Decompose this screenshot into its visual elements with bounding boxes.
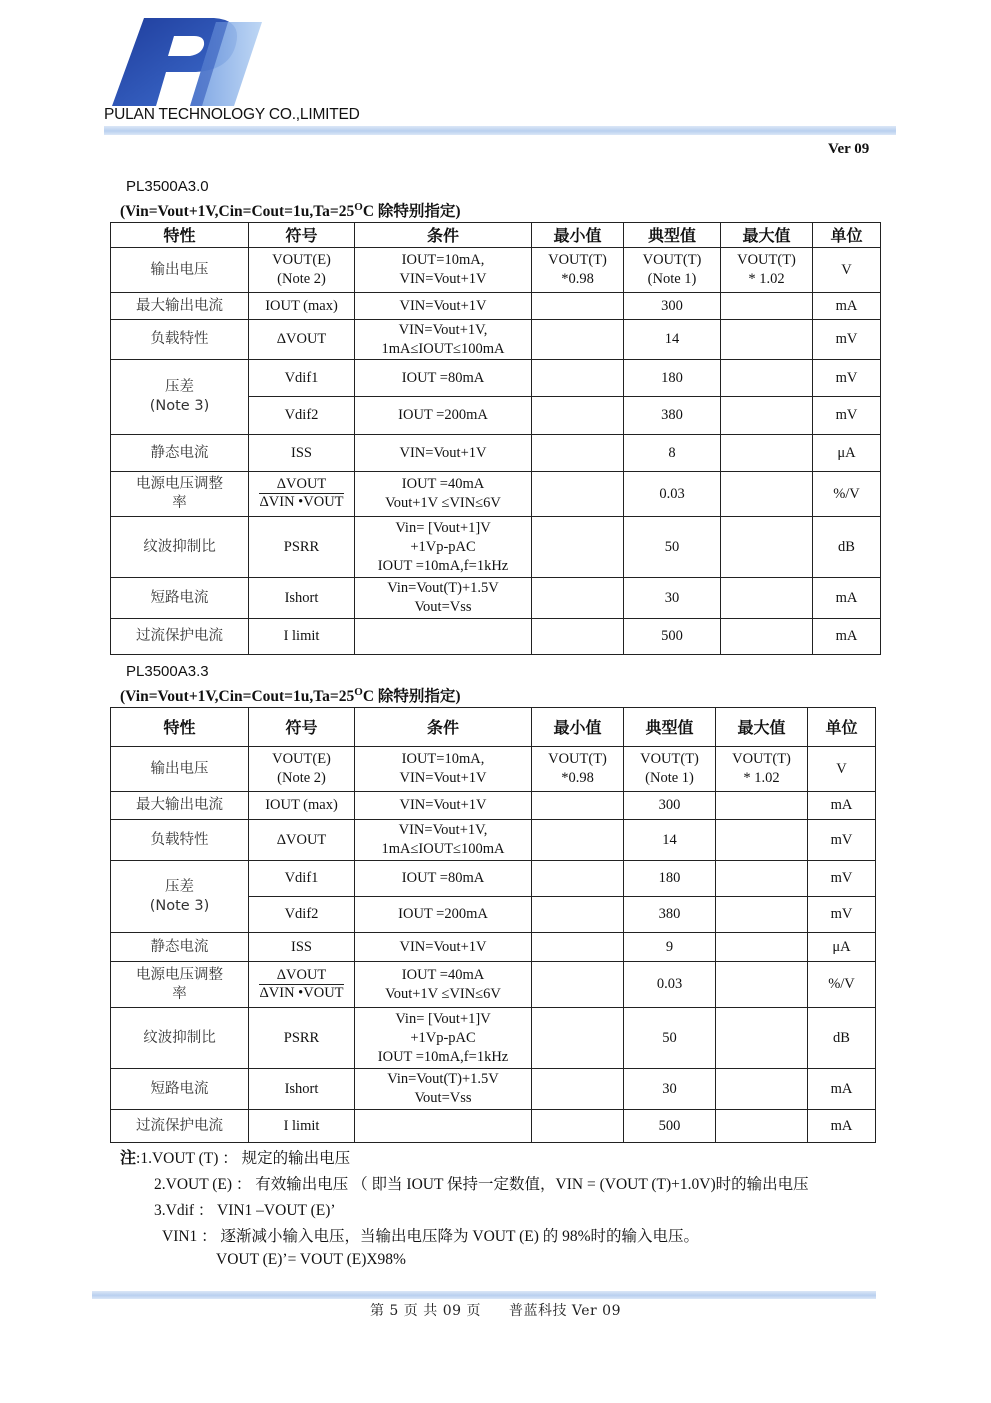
table-cell	[532, 747, 624, 792]
table-cell: 8	[624, 435, 721, 472]
text-line: *0.98	[561, 770, 594, 786]
table-cell	[355, 472, 532, 517]
table-cell	[716, 820, 808, 861]
table-cell: I limit	[249, 1110, 355, 1143]
table-cell: 输出电压	[111, 747, 249, 792]
version-label: Ver 09	[828, 141, 870, 157]
table-cell	[355, 517, 532, 578]
text-line: VOUT(T)	[642, 252, 702, 268]
table-cell: 符号	[249, 223, 355, 248]
table-cell: 纹波抑制比	[111, 1008, 249, 1069]
note-1: 注:1.VOUT (T) ： 规定的输出电压	[120, 1148, 351, 1167]
table-cell: IOUT =80mA	[355, 360, 532, 397]
page-number: 第 5 页 共 09 页	[369, 1303, 481, 1319]
table-cell: Ishort	[249, 578, 355, 619]
table-cell: ΔVOUT	[249, 320, 355, 360]
table-cell: 短路电流	[111, 1069, 249, 1110]
table-cell	[721, 435, 813, 472]
table-cell	[532, 360, 624, 397]
table-cell: 14	[624, 320, 721, 360]
table-cell: 负载特性	[111, 820, 249, 861]
table-cell: 静态电流	[111, 933, 249, 962]
table-row	[111, 820, 876, 861]
table-cell: 30	[624, 578, 721, 619]
table-cell	[721, 472, 813, 517]
table-cell: μA	[808, 933, 876, 962]
table-cell	[532, 933, 624, 962]
table-cell: I limit	[249, 619, 355, 655]
text-line: IOUT =10mA,f=1kHz	[377, 557, 509, 574]
table-cell: mA	[808, 1069, 876, 1110]
company-logo	[104, 14, 264, 110]
footer-divider	[92, 1291, 876, 1299]
table-cell: 最小值	[532, 708, 624, 747]
table-row	[111, 861, 876, 897]
text-line: 压差	[165, 878, 194, 895]
text-line: Vout=Vss	[414, 599, 472, 615]
table-cell	[355, 248, 532, 293]
table-cell: VIN=Vout+1V	[355, 293, 532, 320]
table-cell	[532, 792, 624, 820]
table-row	[111, 435, 881, 472]
table-cell	[716, 1069, 808, 1110]
table-cell: mA	[813, 578, 881, 619]
table-cell	[355, 962, 532, 1008]
table-cell	[111, 861, 249, 933]
note-5: VOUT (E)’= VOUT (E)X98%	[216, 1251, 406, 1268]
table-cell	[355, 1069, 532, 1110]
text-line: Vin=Vout(T)+1.5V	[387, 580, 499, 596]
spec-table	[110, 222, 881, 655]
table-cell	[716, 897, 808, 933]
table-cell: dB	[808, 1008, 876, 1069]
text-line: IOUT =40mA	[401, 476, 485, 492]
text-line: 1mA≤IOUT≤100mA	[381, 841, 505, 857]
table-cell: 最大输出电流	[111, 792, 249, 820]
section-conditions: ($Vin=Vout+1V,Cin=Cout=1u,Ta=25^OC$ 除特别指定)	[120, 685, 461, 705]
text-line: 率	[172, 985, 187, 1002]
table-cell: 过流保护电流	[111, 619, 249, 655]
table-cell: Vdif1	[249, 861, 355, 897]
table-cell	[721, 320, 813, 360]
table-cell: %/V	[813, 472, 881, 517]
table-cell: IOUT =200mA	[355, 897, 532, 933]
text-line: +1Vp-pAC	[410, 1029, 476, 1046]
table-cell: 180	[624, 360, 721, 397]
table-header-row	[111, 223, 881, 248]
text-line: (Note 2)	[277, 770, 326, 786]
table-cell: dB	[813, 517, 881, 578]
table-cell	[716, 861, 808, 897]
table-cell	[532, 820, 624, 861]
table-cell	[532, 293, 624, 320]
table-row	[111, 320, 881, 360]
table-cell: IOUT =200mA	[355, 397, 532, 435]
table-cell: mV	[813, 360, 881, 397]
table-cell	[721, 360, 813, 397]
table-cell: 符号	[249, 708, 355, 747]
footer-brand: 普蓝科技 Ver 09	[508, 1303, 621, 1319]
table-cell: mA	[808, 1110, 876, 1143]
table-cell	[532, 1008, 624, 1069]
table-cell: mV	[808, 820, 876, 861]
note-4: VIN1 ： 逐渐减小输入电压，当输出电压降为 VOUT (E) 的 98%时的输入电压。	[162, 1228, 700, 1245]
table-cell	[716, 1008, 808, 1069]
table-cell: 380	[624, 897, 716, 933]
table-cell: mA	[813, 293, 881, 320]
table-row	[111, 1110, 876, 1143]
table-cell	[532, 248, 624, 293]
text-line: VOUT(T)	[737, 252, 796, 268]
table-cell: PSRR	[249, 517, 355, 578]
text-line: ΔVIN •VOUT	[259, 984, 344, 1001]
table-cell: 过流保护电流	[111, 1110, 249, 1143]
table-row	[111, 517, 881, 578]
table-cell: IOUT (max)	[249, 792, 355, 820]
text-line	[259, 967, 343, 1002]
table-cell: 纹波抑制比	[111, 517, 249, 578]
table-cell: Vdif2	[249, 397, 355, 435]
table-cell: %/V	[808, 962, 876, 1008]
table-cell	[532, 619, 624, 655]
table-cell	[721, 397, 813, 435]
text-line: IOUT =10mA,f=1kHz	[377, 1048, 509, 1065]
table-cell: 典型值	[624, 708, 716, 747]
page-footer	[0, 1300, 991, 1320]
text-line: * 1.02	[743, 770, 780, 786]
table-cell	[532, 962, 624, 1008]
table-cell	[355, 1008, 532, 1069]
table-cell: 负载特性	[111, 320, 249, 360]
spec-table	[110, 707, 876, 1143]
table-cell: VIN=Vout+1V	[355, 435, 532, 472]
text-line: (Note 2)	[277, 271, 326, 287]
text-line: Vout=Vss	[414, 1090, 472, 1106]
table-cell: μA	[813, 435, 881, 472]
text-line: VIN=Vout+1V,	[398, 321, 488, 338]
text-line: 电源电压调整	[136, 476, 223, 492]
table-cell	[249, 248, 355, 293]
table-cell: 0.03	[624, 962, 716, 1008]
text-line: Vin= [Vout+1]V	[395, 1010, 491, 1027]
table-cell	[716, 792, 808, 820]
text-line: (Note 3)	[149, 398, 210, 414]
section-conditions: ($Vin=Vout+1V,Cin=Cout=1u,Ta=25^OC$ 除特别指定)	[120, 200, 461, 220]
text-line: Vout+1V ≤VIN≤6V	[385, 495, 501, 511]
table-row	[111, 1008, 876, 1069]
table-cell: 380	[624, 397, 721, 435]
text-line: VOUT(T)	[732, 751, 791, 767]
table-row	[111, 933, 876, 962]
table-cell: 500	[624, 1110, 716, 1143]
table-cell	[721, 248, 813, 293]
table-cell	[532, 1110, 624, 1143]
table-cell	[716, 1110, 808, 1143]
table-cell: 0.03	[624, 472, 721, 517]
text-line: (Note 1)	[645, 770, 694, 786]
table-cell	[624, 248, 721, 293]
text-line: IOUT =40mA	[401, 966, 485, 983]
section-model: PL3500A3.3	[126, 663, 209, 680]
table-cell: ISS	[249, 933, 355, 962]
table-cell	[355, 820, 532, 861]
table-row	[111, 578, 881, 619]
note-2: 2.VOUT (E) ： 有效输出电压 （ 即当 IOUT 保持一定数值，VIN = (VOUT (T)+1.0V)时的输出电压	[154, 1176, 809, 1193]
table-cell: 短路电流	[111, 578, 249, 619]
text-line: 压差	[165, 379, 194, 395]
text-line: +1Vp-pAC	[410, 538, 476, 555]
text-line: IOUT=10mA,	[401, 252, 485, 268]
table-cell	[355, 1110, 532, 1143]
table-cell: 最小值	[532, 223, 624, 248]
table-cell	[532, 320, 624, 360]
text-line: ΔVIN •VOUT	[259, 494, 344, 510]
table-cell: mV	[808, 897, 876, 933]
table-cell: 最大值	[716, 708, 808, 747]
table-cell: Ishort	[249, 1069, 355, 1110]
table-cell	[532, 517, 624, 578]
table-cell: 500	[624, 619, 721, 655]
text-line: VOUT(T)	[548, 751, 607, 767]
note-3: 3.Vdif ： VIN1 –VOUT (E)’	[154, 1202, 336, 1219]
text-line: Vin= [Vout+1]V	[395, 519, 491, 536]
table-cell: V	[813, 248, 881, 293]
text-line: 1mA≤IOUT≤100mA	[381, 340, 505, 357]
text-line: 率	[172, 495, 187, 511]
table-row	[111, 619, 881, 655]
section-model: PL3500A3.0	[126, 178, 209, 195]
table-cell	[532, 578, 624, 619]
table-cell	[111, 472, 249, 517]
table-cell: mA	[813, 619, 881, 655]
text-line: Vout+1V ≤VIN≤6V	[385, 985, 501, 1002]
table-cell: 单位	[813, 223, 881, 248]
table-cell: ΔVOUT	[249, 820, 355, 861]
text-line: * 1.02	[748, 271, 785, 287]
table-row	[111, 293, 881, 320]
table-cell	[716, 747, 808, 792]
table-cell: 9	[624, 933, 716, 962]
table-cell: mV	[808, 861, 876, 897]
table-cell: 50	[624, 1008, 716, 1069]
table-cell: 30	[624, 1069, 716, 1110]
table-cell	[532, 397, 624, 435]
text-line: (Note 3)	[149, 897, 210, 914]
company-name: PULAN TECHNOLOGY CO.,LIMITED	[104, 106, 360, 123]
table-cell	[716, 962, 808, 1008]
table-cell: 300	[624, 792, 716, 820]
table-cell: 单位	[808, 708, 876, 747]
table-cell	[355, 320, 532, 360]
table-cell: Vdif2	[249, 897, 355, 933]
text-line: VIN=Vout+1V	[399, 770, 487, 786]
text-line: 电源电压调整	[136, 966, 223, 983]
table-cell: mA	[808, 792, 876, 820]
table-cell	[532, 1069, 624, 1110]
table-cell: 最大输出电流	[111, 293, 249, 320]
table-cell	[721, 293, 813, 320]
table-cell	[532, 435, 624, 472]
table-cell: 特性	[111, 223, 249, 248]
table-cell: 特性	[111, 708, 249, 747]
table-cell	[111, 360, 249, 435]
table-cell: PSRR	[249, 1008, 355, 1069]
table-cell: 300	[624, 293, 721, 320]
table-cell	[249, 472, 355, 517]
table-cell	[532, 897, 624, 933]
table-cell	[249, 747, 355, 792]
table-cell	[721, 619, 813, 655]
header-divider	[104, 126, 896, 135]
text-line: VIN=Vout+1V,	[398, 822, 488, 838]
table-cell: 典型值	[624, 223, 721, 248]
table-cell: 输出电压	[111, 248, 249, 293]
table-cell	[716, 933, 808, 962]
table-cell: 50	[624, 517, 721, 578]
text-line: ΔVOUT	[259, 476, 343, 494]
table-cell: 静态电流	[111, 435, 249, 472]
table-cell: 条件	[355, 708, 532, 747]
table-cell	[721, 578, 813, 619]
text-line: IOUT=10mA,	[401, 751, 485, 767]
table-cell	[532, 861, 624, 897]
text-line: VOUT(E)	[272, 252, 331, 268]
table-cell: 条件	[355, 223, 532, 248]
table-cell: mV	[813, 397, 881, 435]
table-cell: IOUT (max)	[249, 293, 355, 320]
table-row	[111, 472, 881, 517]
table-row	[111, 747, 876, 792]
table-cell	[355, 619, 532, 655]
table-cell: IOUT =80mA	[355, 861, 532, 897]
table-cell: V	[808, 747, 876, 792]
table-cell	[721, 517, 813, 578]
text-line: VOUT(E)	[272, 751, 331, 767]
text-line	[259, 476, 343, 511]
text-line: *0.98	[561, 271, 594, 287]
text-line: (Note 1)	[647, 271, 697, 287]
text-line: ΔVOUT	[259, 967, 343, 985]
table-cell: 最大值	[721, 223, 813, 248]
table-cell: Vdif1	[249, 360, 355, 397]
table-cell: ISS	[249, 435, 355, 472]
table-cell: VIN=Vout+1V	[355, 792, 532, 820]
table-cell	[355, 578, 532, 619]
table-cell: VIN=Vout+1V	[355, 933, 532, 962]
table-cell	[532, 472, 624, 517]
table-cell	[249, 962, 355, 1008]
table-row	[111, 962, 876, 1008]
table-cell	[111, 962, 249, 1008]
table-cell	[355, 747, 532, 792]
table-cell: 180	[624, 861, 716, 897]
table-row	[111, 360, 881, 397]
table-cell: mV	[813, 320, 881, 360]
table-cell	[624, 747, 716, 792]
text-line: Vin=Vout(T)+1.5V	[387, 1071, 499, 1087]
table-row	[111, 1069, 876, 1110]
table-row	[111, 792, 876, 820]
text-line: VOUT(T)	[640, 751, 699, 767]
table-cell: 14	[624, 820, 716, 861]
table-header-row	[111, 708, 876, 747]
table-row	[111, 248, 881, 293]
text-line: VOUT(T)	[548, 252, 607, 268]
text-line: VIN=Vout+1V	[399, 271, 487, 287]
